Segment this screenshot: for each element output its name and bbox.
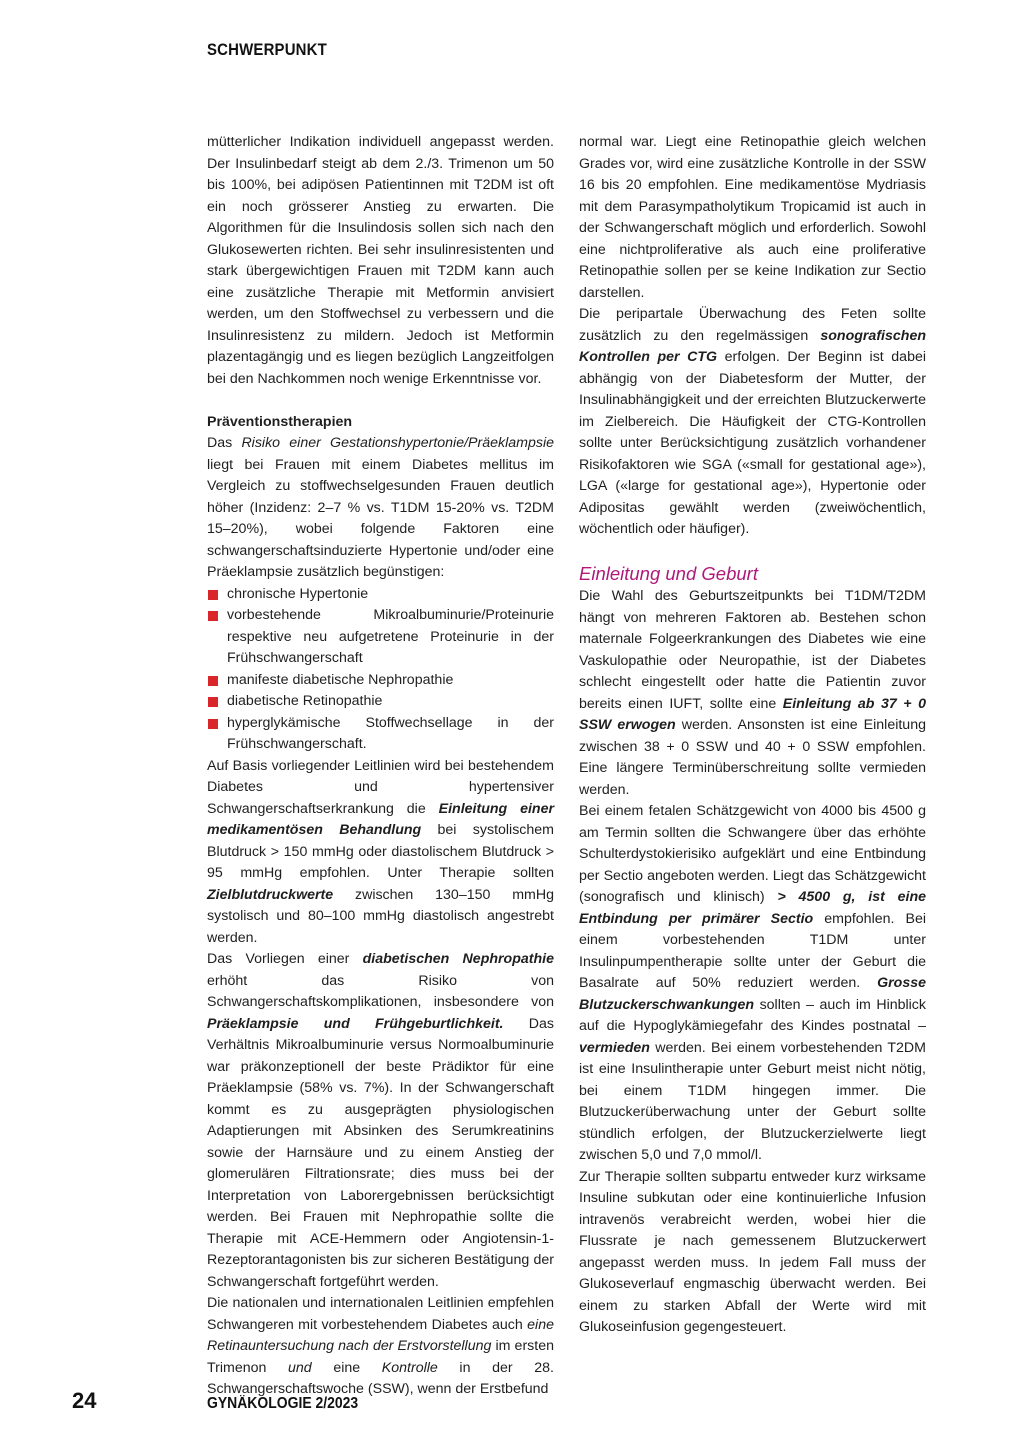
paragraph: normal war. Liegt eine Retinopathie gleich welchen Grades vor, wird eine zusätzliche Kontrolle in der SSW 16 bis 20 empfohlen. Eine medikamentöse Mydriasis mit dem Parasympatholytikum Tropicamid ist auch in der Schwangerschaft möglich und erforderlich. Sowohl eine nichtproliferative als auch eine proliferative Retinopathie sollen per se keine Indikation zur Sectio darstellen. [579,134,926,301]
text-run: im ersten Trimenon [207,1338,554,1376]
journal-title: GYNÄKOLOGIE 2/2023 [207,1395,359,1412]
list-item: vorbestehende Mikroalbuminurie/Proteinurie respektive neu aufgetretene Proteinurie in der Frühschwangerschaft [207,605,554,670]
text-run: werden. Ansonsten ist eine Einleitung zwischen 38 + 0 SSW und 40 + 0 SSW empfohlen. Eine längere Terminüberschreitung sollte vermieden werden. [579,717,926,798]
list-item: manifeste diabetische Nephropathie [207,670,554,692]
section-heading: Einleitung und Geburt [579,563,758,584]
paragraph [207,949,554,1293]
text-run: Die nationalen und internationalen Leitlinien empfehlen Schwangeren mit vorbestehendem Diabetes auch [207,1295,554,1333]
text-run: erhöht das Risiko von Schwangerschaftskomplikationen, insbesondere von [207,972,554,1010]
page-number: 24 [72,1388,97,1413]
text-run: in der 28. Schwangerschaftswoche (SSW), wenn der Erstbefund [207,1359,554,1397]
text-run: sollten – auch im Hinblick auf die Hypoglykämiegefahr des Kindes postnatal – [579,996,926,1034]
emphasis: Präeklampsie und Frühgeburtlichkeit. [207,1015,504,1032]
right-column [579,132,926,1339]
risk-factor-list [207,584,554,756]
emphasis: sonografischen Kontrollen per CTG [579,327,926,365]
text-run: Das Verhältnis Mikroalbuminurie versus Normoalbuminurie war präkonzeptionell der beste Prädiktor für eine Präeklampsie (58% vs. 7%). In der Schwangerschaft kommt es zu ausgeprägten physiologischen Adaptierungen mit Absinken des Serumkreatinins sowie der Harnsäure und zu einem Anstieg der glomerulären Filtrationsrate; dies muss bei der Interpretation von Laborergebnissen berücksichtigt werden. Bei Frauen mit Nephropathie sollte die Therapie mit ACE-Hemmern oder Angiotensin-1-Rezeptorantagonisten bis zur sicheren Bestätigung der Schwangerschaft fortgeführt werden. [207,1015,555,1290]
paragraph: Zur Therapie sollten subpartu entweder kurz wirksame Insuline subkutan oder eine kontinuierliche Infusion intravenös verabreicht werden, wobei hier die Flussrate je nach gemessenem Blutzuckerwert angepasst werden muss. In jedem Fall muss der Glukoseverlauf engmaschig überwacht werden. Bei einem zu starken Abfall der Werte wird mit Glukoseinfusion gegengesteuert. [579,1168,926,1335]
paragraph [207,756,554,950]
emphasis: eine Retinauntersuchung nach der Erstvorstellung [207,1316,554,1354]
list-item: chronische Hypertonie [207,584,554,606]
emphasis: Einleitung einer medikamentösen Behandlung [207,800,554,838]
emphasis: Einleitung ab 37 + 0 SSW erwogen [579,695,926,733]
subheading: Präventionstherapien [207,413,353,430]
paragraph: mütterlicher Indikation individuell angepasst werden. Der Insulinbedarf steigt ab dem 2./3. Trimenon um 50 bis 100%, bei adipösen Patientinnen mit T2DM ist oft ein noch grösserer Anstieg zu erwarten. Die Algorithmen für die Insulindosis sollen sich nach den Glukosewerten richten. Bei sehr insulinresistenten und stark übergewichtigen Frauen mit T2DM kann auch eine zusätzliche Therapie mit Metformin anvisiert werden, um den Stoffwechsel zu verbessern und die Insulinresistenz zu mildern. Jedoch ist Metformin plazentagängig und es liegen bezüglich Langzeitfolgen bei den Nachkommen noch wenige Erkenntnisse vor. [207,134,554,387]
emphasis: Grosse Blutzuckerschwankungen [579,975,926,1013]
paragraph [579,801,926,1167]
emphasis: und [288,1359,312,1376]
text-run: Die Wahl des Geburtszeitpunkts bei T1DM/T2DM hängt von mehreren Faktoren ab. Bestehen schon maternale Folgeerkrankungen des Diabetes wie eine Vaskulopathie oder Neuropathie, ist der Diabetes schlecht eingestellt oder hatte die Patientin zuvor bereits einen IUFT, sollte eine [579,588,926,712]
text-run: zwischen 130–150 mmHg systolisch und 80–100 mmHg diastolisch angestrebt werden. [207,886,554,946]
emphasis: Zielblutdruckwerte [207,886,334,903]
paragraph [207,433,554,584]
text-run: eine [311,1359,382,1376]
text-run: empfohlen. Bei einem vorbestehenden T1DM unter Insulinpumpentherapie sollte unter der Geburt die Basalrate auf 50% reduziert werden. [579,910,926,991]
emphasis: Kontrolle [381,1359,438,1376]
text-run: Das [207,435,242,451]
emphasis: Risiko einer Gestationshypertonie/Präeklampsie [241,435,554,451]
section-label: SCHWERPUNKT [207,40,327,59]
left-column [207,132,554,1401]
text-run: Auf Basis vorliegender Leitlinien wird bei bestehendem Diabetes und hypertensiver Schwangerschaftserkrankung die [207,757,554,817]
emphasis: vermieden [579,1039,650,1056]
emphasis: > 4500 g, ist eine Entbindung per primärer Sectio [579,889,927,927]
paragraph [579,304,926,541]
emphasis: diabetischen Nephropathie [362,951,554,967]
text-run: Bei einem fetalen Schätzgewicht von 4000 bis 4500 g am Termin sollten die Schwangere über das erhöhte Schulterdystokierisiko aufgeklärt und eine Entbindung per Sectio angeboten werden. Liegt das Schätzgewicht (sonografisch und klinisch) [579,803,926,905]
list-item: diabetische Retinopathie [207,691,554,713]
paragraph [579,586,926,801]
paragraph [207,1293,554,1401]
text-run: Das Vorliegen einer [207,951,363,967]
text-run: bei systolischem Blutdruck > 150 mmHg oder diastolischem Blutdruck > 95 mmHg empfohlen. Unter Therapie sollten [207,822,554,881]
text-run: liegt bei Frauen mit einem Diabetes mellitus im Vergleich zu stoffwechselgesunden Frauen deutlich höher (Inzidenz: 2–7 % vs. T1DM 15-20% vs. T2DM 15–20%), wobei folgende Faktoren eine schwangerschaftsinduzierte Hypertonie und/oder eine Präeklampsie zusätzlich begünstigen: [207,456,554,580]
list-item: hyperglykämische Stoffwechsellage in der Frühschwangerschaft. [207,713,554,756]
text-run: werden. Bei einem vorbestehenden T2DM ist eine Insulintherapie unter Geburt meist nicht nötig, bei einem T1DM hingegen immer. Die Blutzuckerüberwachung unter der Geburt sollte stündlich erfolgen, der Blutzuckerzielwerte liegt zwischen 5,0 und 7,0 mmol/l. [579,1039,926,1163]
text-run: erfolgen. Der Beginn ist dabei abhängig von der Diabetesform der Mutter, der Insulinabhängigkeit und der erreichten Blutzuckerwerte im Zielbereich. Die Häufigkeit der CTG-Kontrollen sollte unter Berücksichtigung zusätzlich vorhandener Risikofaktoren wie SGA («small for gestational age»), LGA («large for gestational age»), Hypertonie oder Adipositas gewählt werden (zweiwöchentlich, wöchentlich oder häufiger). [579,349,927,537]
text-run: Die peripartale Überwachung des Feten sollte zusätzlich zu den regelmässigen [579,306,926,344]
